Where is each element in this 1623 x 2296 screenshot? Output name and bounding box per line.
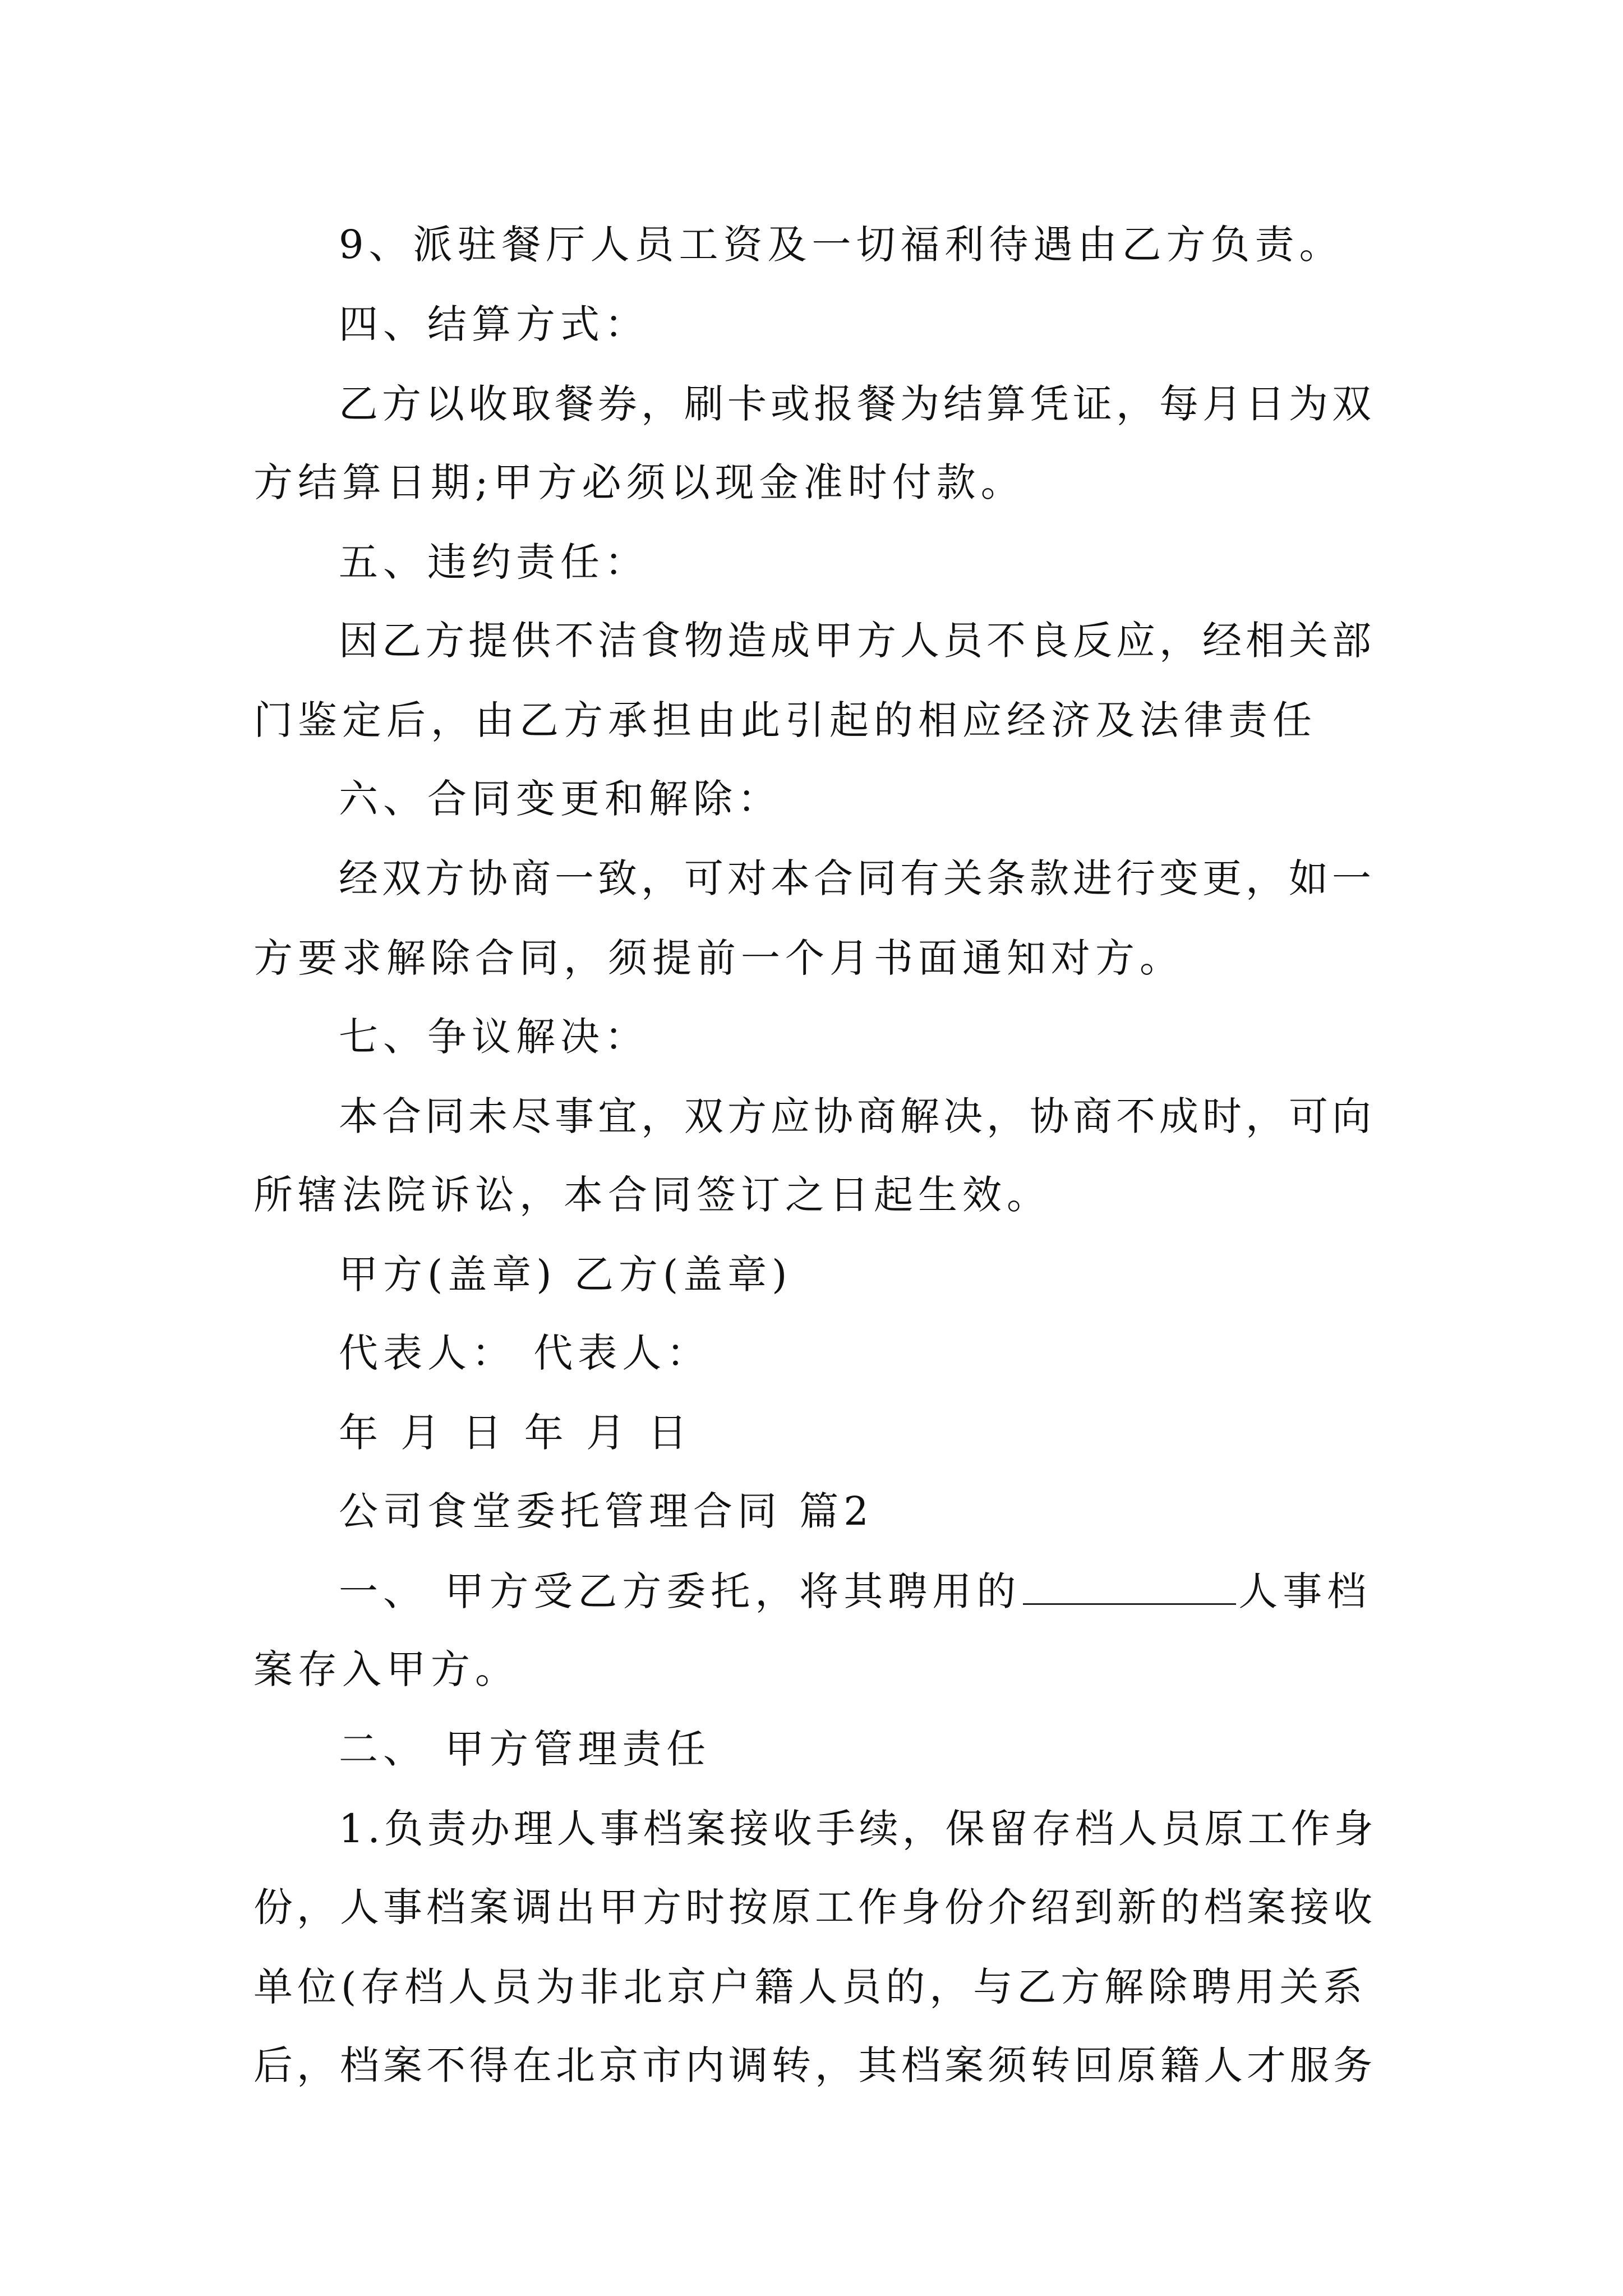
section-heading: 五、违约责任： [339, 539, 649, 585]
text-line-with-blank [339, 1564, 1371, 1618]
fill-in-blank [1023, 1564, 1236, 1605]
signature-date-line: 年 月 日 年 月 日 [339, 1410, 693, 1456]
text-line: 因乙方提供不洁食物造成甲方人员不良反应，经相关部 [339, 618, 1375, 664]
section-heading: 四、结算方式： [339, 301, 649, 347]
section-heading: 二、 甲方管理责任 [339, 1726, 711, 1772]
section-heading: 六、合同变更和解除： [339, 776, 782, 822]
signature-representative-line: 代表人： 代表人： [339, 1330, 711, 1376]
text-line: 后，档案不得在北京市内调转，其档案须转回原籍人才服务 [253, 2042, 1376, 2088]
section-title: 公司食堂委托管理合同 篇2 [339, 1488, 874, 1534]
text-line: 方结算日期;甲方必须以现金准时付款。 [253, 459, 1025, 505]
text-segment: 人事档 [1238, 1568, 1372, 1614]
text-line: 乙方以收取餐券，刷卡或报餐为结算凭证，每月日为双 [339, 381, 1375, 427]
text-line: 方要求解除合同，须提前一个月书面通知对方。 [253, 935, 1184, 981]
text-line: 门鉴定后，由乙方承担由此引起的相应经济及法律责任 [253, 697, 1317, 743]
section-heading: 七、争议解决： [339, 1014, 649, 1060]
text-line: 1.负责办理人事档案接收手续，保留存档人员原工作身 [339, 1806, 1377, 1852]
text-line: 单位(存档人员为非北京户籍人员的，与乙方解除聘用关系 [253, 1964, 1367, 2010]
text-line: 9、派驻餐厅人员工资及一切福利待遇由乙方负责。 [339, 222, 1344, 268]
text-segment: 一、 甲方受乙方委托，将其聘用的 [339, 1568, 1021, 1614]
text-line: 案存入甲方。 [253, 1646, 519, 1692]
text-line: 份，人事档案调出甲方时按原工作身份介绍到新的档案接收 [253, 1884, 1376, 1930]
text-line: 本合同未尽事宜，双方应协商解决，协商不成时，可向 [339, 1093, 1375, 1139]
text-line: 经双方协商一致，可对本合同有关条款进行变更，如一 [339, 855, 1375, 901]
text-line: 所辖法院诉讼，本合同签订之日起生效。 [253, 1172, 1051, 1218]
signature-party-line: 甲方(盖章) 乙方(盖章) [339, 1251, 792, 1297]
